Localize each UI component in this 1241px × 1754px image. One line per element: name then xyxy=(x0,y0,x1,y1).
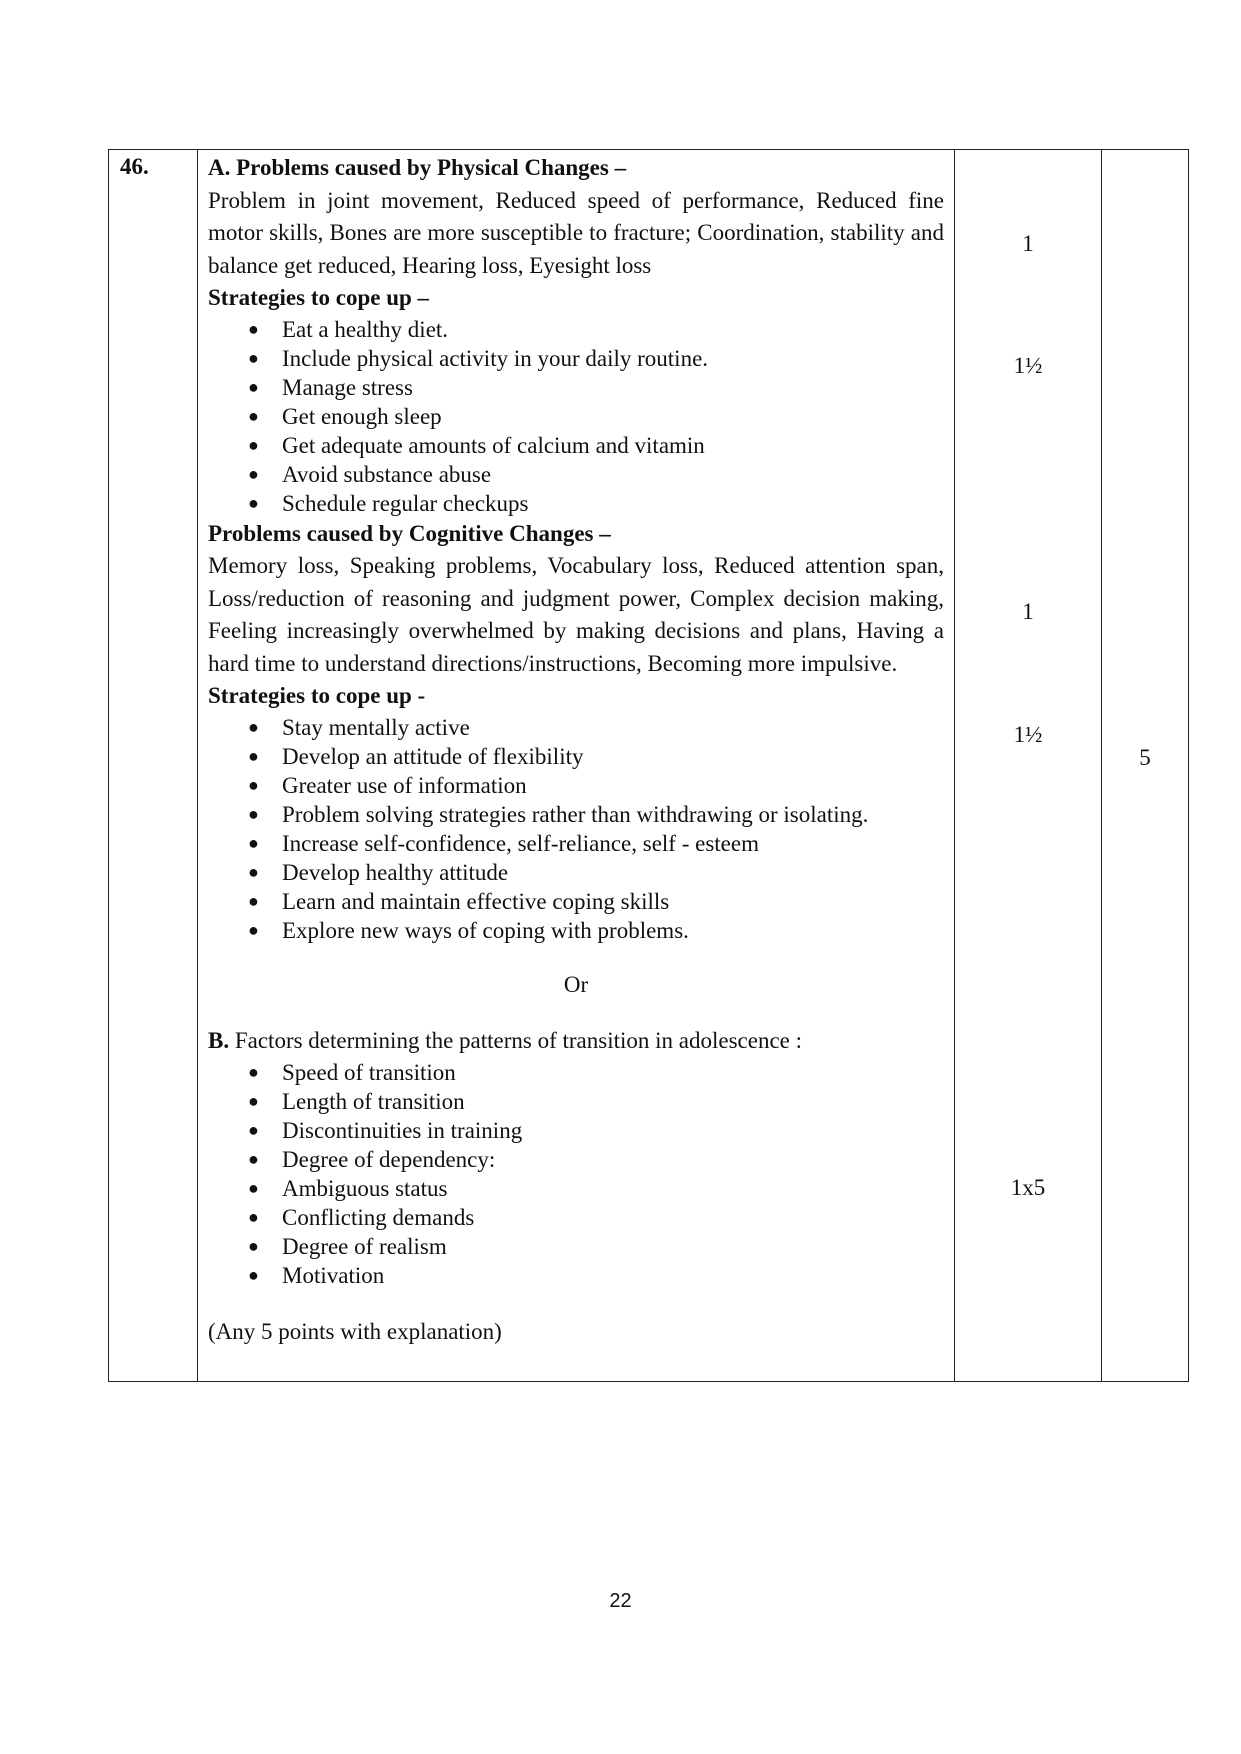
part-b-intro-text: Factors determining the patterns of transition in adolescence : xyxy=(229,1028,803,1053)
factors-list xyxy=(208,1058,944,1290)
part-b-intro xyxy=(208,1025,944,1058)
physical-changes-text: Problem in joint movement, Reduced speed of performance, Reduced fine motor skills, Bones are more susceptible to fracture; Coordination, stability and balance get reduced, Hearing loss, Eyesight loss xyxy=(208,187,944,278)
list-item: ● Speed of transition xyxy=(208,1058,944,1087)
answer-table xyxy=(108,149,1189,1382)
list-item: ● Length of transition xyxy=(208,1087,944,1116)
part-b-label: B. xyxy=(208,1028,230,1053)
list-item: ● Ambiguous status xyxy=(208,1174,944,1203)
list-item: ● Include physical activity in your daily routine. xyxy=(208,344,944,373)
physical-changes-heading: A. Problems caused by Physical Changes – xyxy=(208,155,627,180)
mark-cognitive-strategies: 1½ xyxy=(1013,722,1043,747)
list-item: ● Develop an attitude of flexibility xyxy=(208,742,944,771)
strategies-list-1 xyxy=(208,315,944,518)
total-marks: 5 xyxy=(1139,745,1151,770)
list-item: ● Motivation xyxy=(208,1261,944,1290)
list-item: ● Develop healthy attitude xyxy=(208,858,944,887)
mark-physical-strategies: 1½ xyxy=(1013,353,1043,378)
list-item: ● Get enough sleep xyxy=(208,402,944,431)
list-item: ● Get adequate amounts of calcium and vitamin xyxy=(208,431,944,460)
list-item: ● Degree of dependency: xyxy=(208,1145,944,1174)
list-item: ● Manage stress xyxy=(208,373,944,402)
list-item: ● Avoid substance abuse xyxy=(208,460,944,489)
mark-cognitive-problems: 1 xyxy=(1022,599,1034,624)
mark-physical-problems: 1 xyxy=(1022,231,1034,256)
strategies-list-2 xyxy=(208,713,944,945)
list-item: ● Greater use of information xyxy=(208,771,944,800)
or-separator: Or xyxy=(563,971,589,997)
question-number: 46. xyxy=(120,154,149,179)
list-item: ● Discontinuities in training xyxy=(208,1116,944,1145)
column-divider xyxy=(197,150,198,1381)
answer-content xyxy=(208,150,944,1348)
page-number: 22 xyxy=(609,1590,632,1612)
part-b-note: (Any 5 points with explanation) xyxy=(208,1318,502,1344)
strategies-heading-1: Strategies to cope up – xyxy=(208,285,430,310)
cognitive-changes-text: Memory loss, Speaking problems, Vocabulary loss, Reduced attention span, Loss/reduction of reasoning and judgment power, Complex decision making, Feeling increasingly overwhelmed by making decisions and plans, Having a hard time to understand directions/instructions, Becoming more impulsive. xyxy=(208,553,944,676)
list-item: ● Conflicting demands xyxy=(208,1203,944,1232)
list-item: ● Explore new ways of coping with problems. xyxy=(208,916,944,945)
list-item: ● Degree of realism xyxy=(208,1232,944,1261)
list-item: ● Schedule regular checkups xyxy=(208,489,944,518)
list-item: ● Learn and maintain effective coping skills xyxy=(208,887,944,916)
list-item: ● Problem solving strategies rather than withdrawing or isolating. xyxy=(208,800,944,829)
strategies-heading-2: Strategies to cope up - xyxy=(208,683,426,708)
mark-part-b: 1x5 xyxy=(1010,1175,1046,1200)
list-item: ● Increase self-confidence, self-reliance, self - esteem xyxy=(208,829,944,858)
list-item: ● Eat a healthy diet. xyxy=(208,315,944,344)
list-item: ● Stay mentally active xyxy=(208,713,944,742)
cognitive-changes-heading: Problems caused by Cognitive Changes – xyxy=(208,520,611,546)
